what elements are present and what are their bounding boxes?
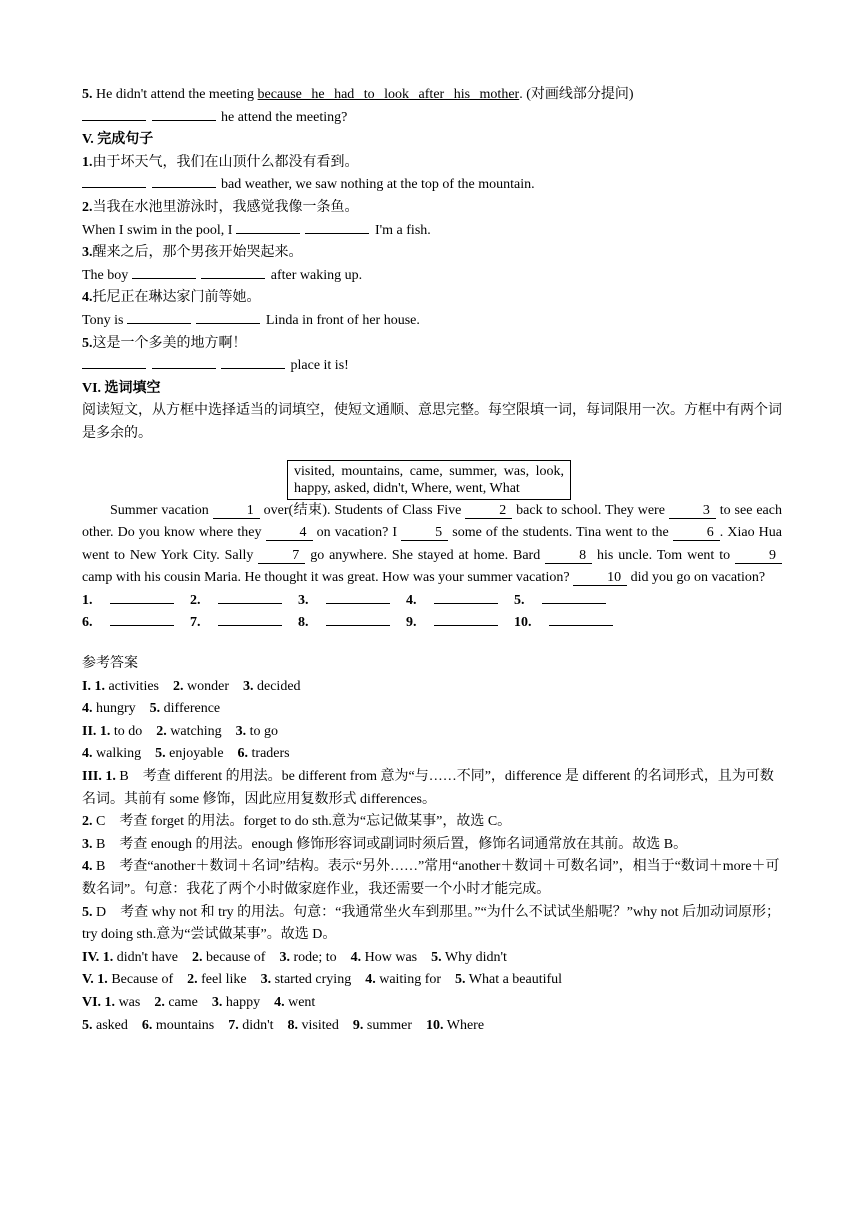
answer-number: 6. bbox=[237, 746, 249, 762]
chinese-sentence: 由于坏天气，我们在山顶什么都没有看到。 bbox=[92, 154, 359, 170]
section-6-instructions: 阅读短文，从方框中选择适当的词填空，使短文通顺、意思完整。每空限填一词，每词限用一次。方框中有两个词是多余的。 bbox=[82, 403, 782, 441]
question-5-answer-line bbox=[82, 107, 782, 130]
answer-number: 6. bbox=[141, 1017, 153, 1033]
answer-text: enjoyable bbox=[165, 746, 224, 762]
answer-text: activities bbox=[104, 678, 159, 694]
item-number: 3. bbox=[82, 245, 93, 261]
answer-text: went bbox=[284, 994, 316, 1010]
cloze-gap-3[interactable]: 3 bbox=[669, 503, 716, 519]
cloze-gap-4[interactable]: 4 bbox=[266, 525, 313, 541]
answer-slot bbox=[190, 593, 284, 608]
item-number: 5. bbox=[82, 335, 93, 351]
answer-text: hungry bbox=[92, 701, 136, 717]
answer-number: 3. bbox=[235, 723, 247, 739]
answer-blank[interactable] bbox=[221, 356, 285, 369]
answer-number: 2. bbox=[82, 814, 93, 830]
answer-blank[interactable] bbox=[152, 175, 216, 188]
answer-text: asked bbox=[92, 1017, 128, 1033]
answer-text: B 考查 different 的用法。be different from 意为“与……不同”，difference 是 different 的名词形式，且为可数名词。其前有 some 修饰，因此应用复数形式 differences。 bbox=[82, 769, 774, 807]
answer-number: 4. bbox=[82, 701, 93, 717]
sentence-end: bad weather, we saw nothing at the top of the mountain. bbox=[221, 177, 535, 193]
answer-number: 3. bbox=[211, 994, 223, 1010]
answer-number: 5. bbox=[82, 1017, 93, 1033]
answer-text: feel like bbox=[197, 972, 247, 988]
answer-number: VI. 1. bbox=[82, 994, 116, 1010]
answer-line bbox=[82, 698, 782, 721]
sentence-chinese bbox=[82, 333, 782, 356]
answer-line bbox=[82, 766, 782, 811]
answer-text: summer bbox=[363, 1017, 412, 1033]
answer-blank[interactable] bbox=[127, 311, 191, 324]
section-5-items bbox=[82, 152, 782, 378]
sentence-start: The boy bbox=[82, 267, 129, 283]
answer-text: difference bbox=[160, 701, 221, 717]
answer-number: 5. bbox=[155, 746, 166, 762]
answer-slot bbox=[298, 593, 392, 608]
answer-number: 3. bbox=[82, 836, 93, 852]
answer-number: 4. bbox=[82, 746, 93, 762]
question-5-rewrite bbox=[82, 84, 782, 107]
answer-blank[interactable] bbox=[549, 613, 613, 626]
sentence-end: place it is! bbox=[290, 358, 349, 374]
chinese-sentence: 当我在水池里游泳时，我感觉我像一条鱼。 bbox=[92, 199, 359, 215]
answer-text: didn't have bbox=[113, 949, 178, 965]
sentence-chinese bbox=[82, 287, 782, 310]
sentence-start: Tony is bbox=[82, 312, 124, 328]
answer-blank[interactable] bbox=[201, 266, 265, 279]
answer-line bbox=[82, 721, 782, 744]
answer-blank[interactable] bbox=[152, 108, 216, 121]
answer-blank[interactable] bbox=[326, 613, 390, 626]
answer-slot bbox=[190, 615, 284, 630]
item-number: 2. bbox=[82, 199, 93, 215]
answer-line bbox=[82, 992, 782, 1015]
spacer bbox=[82, 635, 782, 653]
answer-number: 10. bbox=[426, 1017, 444, 1033]
answer-text: mountains bbox=[152, 1017, 215, 1033]
answer-number: 5. bbox=[149, 701, 161, 717]
slot-number: 10. bbox=[514, 615, 532, 631]
cloze-gap-5[interactable]: 5 bbox=[401, 525, 448, 541]
answer-line bbox=[82, 676, 782, 699]
answer-number: 5. bbox=[82, 904, 93, 920]
section-6-title: VI. 选词填空 bbox=[82, 380, 161, 396]
answer-row-2 bbox=[82, 612, 782, 635]
answer-number: 9. bbox=[352, 1017, 364, 1033]
answer-line bbox=[82, 743, 782, 766]
answer-blank[interactable] bbox=[152, 356, 216, 369]
answer-text: walking bbox=[92, 746, 142, 762]
answer-text: decided bbox=[253, 678, 301, 694]
answers-title: 参考答案 bbox=[82, 656, 138, 672]
chinese-sentence: 这是一个多美的地方啊！ bbox=[92, 335, 247, 351]
answer-line bbox=[82, 811, 782, 834]
sentence-chinese bbox=[82, 152, 782, 175]
answer-number: II. 1. bbox=[82, 723, 111, 739]
answer-text: to go bbox=[246, 723, 279, 739]
answer-text: waiting for bbox=[375, 972, 442, 988]
answer-key bbox=[82, 676, 782, 1038]
answer-line bbox=[82, 902, 782, 947]
sentence-end: after waking up. bbox=[270, 267, 363, 283]
answer-text: Why didn't bbox=[441, 949, 507, 965]
answer-blank[interactable] bbox=[196, 311, 260, 324]
answer-slot bbox=[406, 615, 500, 630]
answer-text: C 考查 forget 的用法。forget to do sth.意为“忘记做某事”，故选 C。 bbox=[92, 814, 512, 830]
answer-text: watching bbox=[166, 723, 222, 739]
answer-text: wonder bbox=[183, 678, 229, 694]
sentence-english bbox=[82, 310, 782, 333]
section-5-title: V. 完成句子 bbox=[82, 132, 154, 148]
cloze-gap-9[interactable]: 9 bbox=[735, 548, 782, 564]
document-page bbox=[82, 84, 782, 1037]
answer-number: I. 1. bbox=[82, 678, 105, 694]
cloze-passage: Summer vacation 1 over(结束). Students of Class Five 2 back to school. They were 3 to see each other. Do you know where they 4 on vacation? I 5 some of the students. Tina went to the 6 . Xiao Hua went to New York City. Sally 7 go anywhere. She stayed at home. Bard 8 his uncle. Tom went to 9 camp with his cousin Maria. He thought it was great. How was your summer vacation? 10 did you go on vacation? bbox=[82, 502, 782, 586]
answer-slot bbox=[406, 593, 500, 608]
answer-blank[interactable] bbox=[236, 221, 300, 234]
sentence-chinese bbox=[82, 197, 782, 220]
answer-text: Where bbox=[443, 1017, 485, 1033]
answer-slot bbox=[514, 593, 608, 608]
answer-slot bbox=[298, 615, 392, 630]
answer-text: How was bbox=[361, 949, 418, 965]
answer-line bbox=[82, 969, 782, 992]
sentence-english bbox=[82, 265, 782, 288]
slot-number: 4. bbox=[406, 592, 417, 608]
slot-number: 5. bbox=[514, 592, 525, 608]
answer-text: B 考查 enough 的用法。enough 修饰形容词或副词时须后置，修饰名词通常放在其前。故选 B。 bbox=[92, 836, 688, 852]
answer-text: came bbox=[164, 994, 198, 1010]
answer-text: What a beautiful bbox=[465, 972, 563, 988]
answer-slot bbox=[82, 615, 176, 630]
answer-text: traders bbox=[248, 746, 290, 762]
answer-text: didn't bbox=[238, 1017, 274, 1033]
answer-text: D 考查 why not 和 try 的用法。句意：“我通常坐火车到那里。”“为什么不试试坐船呢？”why not 后加动词原形；try doing sth.意为“尝试做某事”。故选 D。 bbox=[82, 904, 781, 943]
answer-text: rode; to bbox=[289, 949, 337, 965]
slot-number: 6. bbox=[82, 615, 93, 631]
answer-number: 4. bbox=[82, 859, 93, 875]
answer-row-1 bbox=[82, 590, 782, 613]
answer-blank[interactable] bbox=[542, 591, 606, 604]
word-box: visited, mountains, came, summer, was, look, happy, asked, didn't, Where, went, What bbox=[287, 460, 571, 500]
chinese-sentence: 醒来之后，那个男孩开始哭起来。 bbox=[92, 245, 303, 261]
answer-blank[interactable] bbox=[82, 175, 146, 188]
question-text: He didn't attend the meeting bbox=[96, 87, 255, 102]
answer-text: visited bbox=[298, 1017, 339, 1033]
answer-blank[interactable] bbox=[434, 613, 498, 626]
answer-number: 5. bbox=[455, 972, 466, 988]
slot-number: 3. bbox=[298, 592, 309, 608]
sentence-english bbox=[82, 220, 782, 243]
sentence-end: I'm a fish. bbox=[374, 222, 431, 238]
answer-number: 2. bbox=[156, 723, 167, 739]
answer-slot bbox=[82, 593, 176, 608]
sentence-chinese bbox=[82, 242, 782, 265]
answer-text: because of bbox=[202, 949, 266, 965]
answer-line bbox=[82, 947, 782, 970]
answer-number: V. 1. bbox=[82, 972, 108, 988]
cloze-gap-6[interactable]: 6 bbox=[673, 525, 720, 541]
answer-number: 3. bbox=[243, 678, 254, 694]
answer-text: B 考查“another＋数词＋名词”结构。表示“另外……”常用“another＋数词＋可数名词”，相当于“数词＋more＋可数名词”。句意：我花了两个小时做家庭作业，我还需要一个小时才能完成。 bbox=[82, 859, 780, 897]
answer-number: IV. 1. bbox=[82, 949, 114, 965]
cloze-gap-10[interactable]: 10 bbox=[573, 570, 627, 586]
answer-number: 2. bbox=[187, 972, 198, 988]
answer-number: 7. bbox=[228, 1017, 239, 1033]
slot-number: 7. bbox=[190, 615, 201, 631]
underlined-phrase: because he had to look after his mother bbox=[257, 87, 520, 102]
sentence-english bbox=[82, 174, 782, 197]
question-instruction: . (对画线部分提问) bbox=[519, 87, 634, 102]
slot-number: 2. bbox=[190, 592, 201, 608]
cloze-gap-7[interactable]: 7 bbox=[258, 548, 305, 564]
answer-number: 2. bbox=[192, 949, 203, 965]
answer-text: to do bbox=[110, 723, 143, 739]
answer-number: 5. bbox=[431, 949, 442, 965]
answer-number: 2. bbox=[173, 678, 184, 694]
answer-number: III. 1. bbox=[82, 769, 116, 785]
chinese-sentence: 托尼正在琳达家门前等她。 bbox=[92, 290, 261, 306]
answer-blank[interactable] bbox=[82, 356, 146, 369]
answer-line bbox=[82, 834, 782, 857]
answer-blank[interactable] bbox=[110, 613, 174, 626]
answer-text: happy bbox=[222, 994, 261, 1010]
sentence-english bbox=[82, 355, 782, 378]
item-number: 1. bbox=[82, 154, 93, 170]
answer-line bbox=[82, 1015, 782, 1038]
answer-number: 4. bbox=[365, 972, 376, 988]
item-number: 4. bbox=[82, 290, 93, 306]
question-number: 5. bbox=[82, 87, 93, 102]
sentence-start: When I swim in the pool, I bbox=[82, 222, 233, 238]
cloze-gap-2[interactable]: 2 bbox=[465, 503, 512, 519]
answer-number: 4. bbox=[274, 994, 285, 1010]
answer-number: 8. bbox=[287, 1017, 299, 1033]
question-text: he attend the meeting? bbox=[221, 109, 348, 125]
answer-number: 4. bbox=[350, 949, 362, 965]
slot-number: 1. bbox=[82, 592, 93, 608]
answer-line bbox=[82, 856, 782, 901]
answer-slot bbox=[514, 615, 615, 630]
cloze-gap-1[interactable]: 1 bbox=[213, 503, 260, 519]
answer-text: started crying bbox=[271, 972, 352, 988]
answer-number: 3. bbox=[279, 949, 290, 965]
answer-blank[interactable] bbox=[434, 591, 498, 604]
answer-blank[interactable] bbox=[218, 613, 282, 626]
answer-number: 3. bbox=[260, 972, 272, 988]
answer-blank[interactable] bbox=[218, 591, 282, 604]
answer-blank[interactable] bbox=[326, 591, 390, 604]
answer-text: was bbox=[115, 994, 141, 1010]
slot-number: 8. bbox=[298, 615, 309, 631]
answer-blank[interactable] bbox=[82, 108, 146, 121]
sentence-end: Linda in front of her house. bbox=[265, 312, 420, 328]
answer-blank[interactable] bbox=[305, 221, 369, 234]
answer-blank[interactable] bbox=[132, 266, 196, 279]
slot-number: 9. bbox=[406, 615, 417, 631]
answer-blank[interactable] bbox=[110, 591, 174, 604]
answer-number: 2. bbox=[154, 994, 165, 1010]
cloze-gap-8[interactable]: 8 bbox=[545, 548, 592, 564]
answer-text: Because of bbox=[107, 972, 174, 988]
